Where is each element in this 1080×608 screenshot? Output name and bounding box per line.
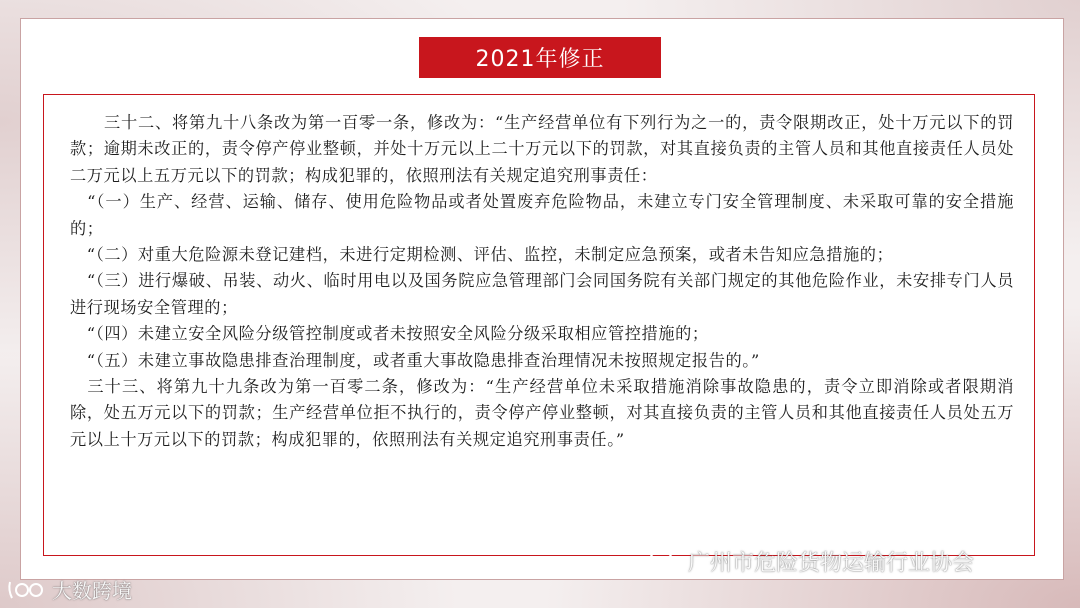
paragraph-item-1: “（一）生产、经营、运输、储存、使用危险物品或者处置废弃危险物品，未建立专门安全管理制度、未采取可靠的安全措施的； bbox=[70, 192, 1014, 238]
brand-watermark bbox=[6, 575, 132, 604]
content-frame bbox=[43, 94, 1035, 556]
paragraph-article-33: 三十三、将第九十九条改为第一百零二条，修改为：“生产经营单位未采取措施消除事故隐患的，责令立即消除或者限期消除，处五万元以下的罚款；生产经营单位拒不执行的，责令停产停业整顿，对其直接负责的主管人员和其他直接责任人员处五万元以上十万元以下的罚款；构成犯罪的，依照刑法有关规定追究刑事责任。” bbox=[70, 377, 1014, 449]
association-watermark bbox=[648, 546, 974, 577]
paragraph-item-4: “（四）未建立安全风险分级管控制度或者未按照安全风险分级采取相应管控措施的； bbox=[70, 324, 709, 344]
paragraph-item-3: “（三）进行爆破、吊装、动火、临时用电以及国务院应急管理部门会同国务院有关部门规定的其他危险作业，未安排专门人员进行现场安全管理的； bbox=[70, 271, 1014, 317]
paragraph-item-2: “（二）对重大危险源未登记建档，未进行定期检测、评估、监控，未制定应急预案，或者未告知应急措施的； bbox=[70, 245, 894, 265]
paragraph-article-32: 三十二、将第九十八条改为第一百零一条，修改为：“生产经营单位有下列行为之一的，责令限期改正，处十万元以下的罚款；逾期未改正的，责令停产停业整顿，并处十万元以上二十万元以下的罚款，对其直接负责的主管人员和其他直接责任人员处二万元以上五万元以下的罚款；构成犯罪的，依照刑法有关规定追究刑事责任： bbox=[70, 113, 1014, 185]
association-watermark-text: 广州市危险货物运输行业协会 bbox=[688, 551, 975, 576]
brand-logo-icon bbox=[6, 578, 46, 602]
slide-title: 2021年修正 bbox=[419, 37, 661, 78]
brand-watermark-text: 大数跨境 bbox=[52, 579, 132, 603]
wechat-icon bbox=[648, 549, 682, 575]
paragraph-item-5: “（五）未建立事故隐患排查治理制度，或者重大事故隐患排查治理情况未按照规定报告的。” bbox=[70, 350, 760, 370]
